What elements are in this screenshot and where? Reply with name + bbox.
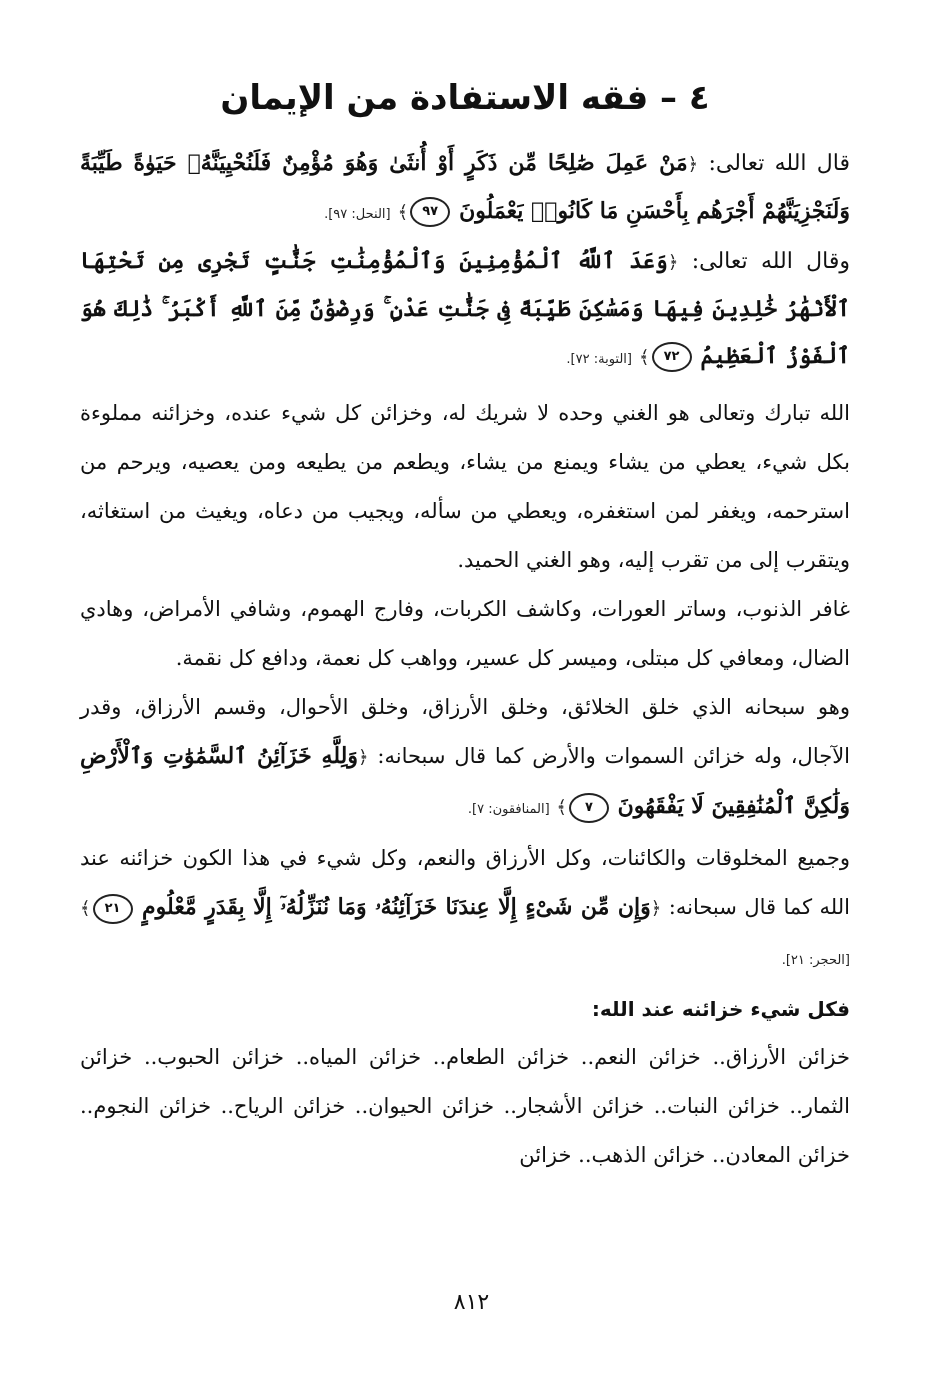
page-title: ٤ – فقه الاستفادة من الإيمان	[220, 78, 710, 118]
quran-verse: وَلِلَّهِ خَزَآئِنُ ٱلسَّمَٰوَٰتِ وَٱلْأَرْضِ وَلَٰكِنَّ ٱلْمُنَٰفِقِينَ لَا يَفْقَهُونَ	[80, 743, 850, 819]
paragraph-text: وهو سبحانه الذي خلق الخلائق، وخلق الأرزاق، وخلق الأحوال، وقسم الأرزاق، وقدر الآجال، وله خزائن السموات والأرض كما قال سبحانه:	[80, 695, 851, 768]
page-number: ٨١٢	[453, 1290, 490, 1315]
verse-reference: [النحل: ٩٧].	[324, 207, 391, 222]
quran-verse: وَعَدَ ٱللَّهُ ٱلْمُؤْمِنِينَ وَٱلْمُؤْمِنَٰتِ جَنَّٰتٍ تَجْرِى مِن تَحْتِهَا ٱلْأَنْهَٰرُ خَٰلِدِينَ فِيهَا وَمَسَٰكِنَ طَيِّبَةً فِى جَنَّٰتِ عَدْنٍ ۚ وَرِضْوَٰنٌ مِّنَ ٱللَّهِ أَكْبَرُ ۚ ذَٰلِكَ هُوَ ٱلْفَوْزُ ٱلْعَظِيمُ	[80, 248, 850, 369]
paragraph-3	[80, 683, 850, 834]
ayah-number-badge: ٢١	[93, 894, 133, 924]
bracket-close-icon: ﴾	[638, 347, 650, 368]
ayah-number-badge: ٩٧	[410, 197, 450, 227]
bracket-open-icon: ﴿	[357, 747, 369, 768]
bracket-open-icon: ﴿	[667, 252, 679, 273]
quran-verse: وَإِن مِّن شَىْءٍ إِلَّا عِندَنَا خَزَآئِنُهُۥ وَمَا نُنَزِّلُهُۥٓ إِلَّا بِقَدَرٍ مَّعْلُومٍ	[142, 894, 651, 920]
page-body	[80, 70, 850, 1180]
verse-reference: [المنافقون: ٧].	[467, 802, 550, 817]
verse-reference: [التوبة: ٧٢].	[566, 352, 632, 367]
ayah-number-badge: ٧	[569, 793, 609, 823]
paragraph-4	[80, 834, 850, 985]
paragraph-text: وجميع المخلوقات والكائنات، وكل الأرزاق والنعم، وكل شيء في هذا الكون خزائنه عند الله كما قال سبحانه:	[80, 846, 850, 919]
bracket-close-icon: ﴾	[556, 797, 567, 818]
ayah-number-badge: ٧٢	[652, 342, 692, 372]
bracket-open-icon: ﴿	[650, 898, 662, 919]
verse-intro: قال الله تعالى:	[708, 151, 850, 176]
verse-reference: [الحجر: ٢١].	[781, 953, 850, 968]
bracket-close-icon: ﴾	[80, 898, 91, 919]
quran-verse: مَنْ عَمِلَ صَٰلِحًا مِّن ذَكَرٍ أَوْ أُنثَىٰ وَهُوَ مُؤْمِنٌ فَلَنُحْيِيَنَّهُۥ حَيَوٰةً طَيِّبَةً وَلَنَجْزِيَنَّهُمْ أَجْرَهُم بِأَحْسَنِ مَا كَانُوا۟ يَعْمَلُونَ	[80, 150, 850, 224]
verse-block-2	[80, 238, 850, 383]
paragraph-2: غافر الذنوب، وساتر العورات، وكاشف الكربات، وفارج الهموم، وشافي الأمراض، وهادي الضال، ومعافي كل مبتلى، وميسر كل عسير، وواهب كل نعمة، ودافع كل نقمة.	[80, 597, 850, 670]
verse-intro: وقال الله تعالى:	[691, 249, 850, 274]
verse-block-1	[80, 140, 850, 238]
section-subheading: فكل شيء خزائنه عند الله:	[591, 997, 850, 1021]
bracket-close-icon: ﴾	[397, 202, 409, 223]
paragraph-5: خزائن الأرزاق.. خزائن النعم.. خزائن الطعام.. خزائن المياه.. خزائن الحبوب.. خزائن الثمار.. خزائن النبات.. خزائن الأشجار.. خزائن الحيوان.. خزائن الرياح.. خزائن النجوم.. خزائن المعادن.. خزائن الذهب.. خزائن	[80, 1045, 850, 1167]
paragraph-1: الله تبارك وتعالى هو الغني وحده لا شريك له، وخزائن كل شيء عنده، وخزائنه مملوءة بكل شيء، يعطي من يشاء ويمنع من يشاء، ويطعم من يطيعه ومن يعصيه، ويرحم من استرحمه، ويغفر لمن استغفره، ويعطي من سأله، ويجيب من دعاه، ويغيث من استغاثه، ويتقرب إلى من تقرب إليه، وهو الغني الحميد.	[80, 401, 850, 572]
bracket-open-icon: ﴿	[687, 154, 699, 175]
